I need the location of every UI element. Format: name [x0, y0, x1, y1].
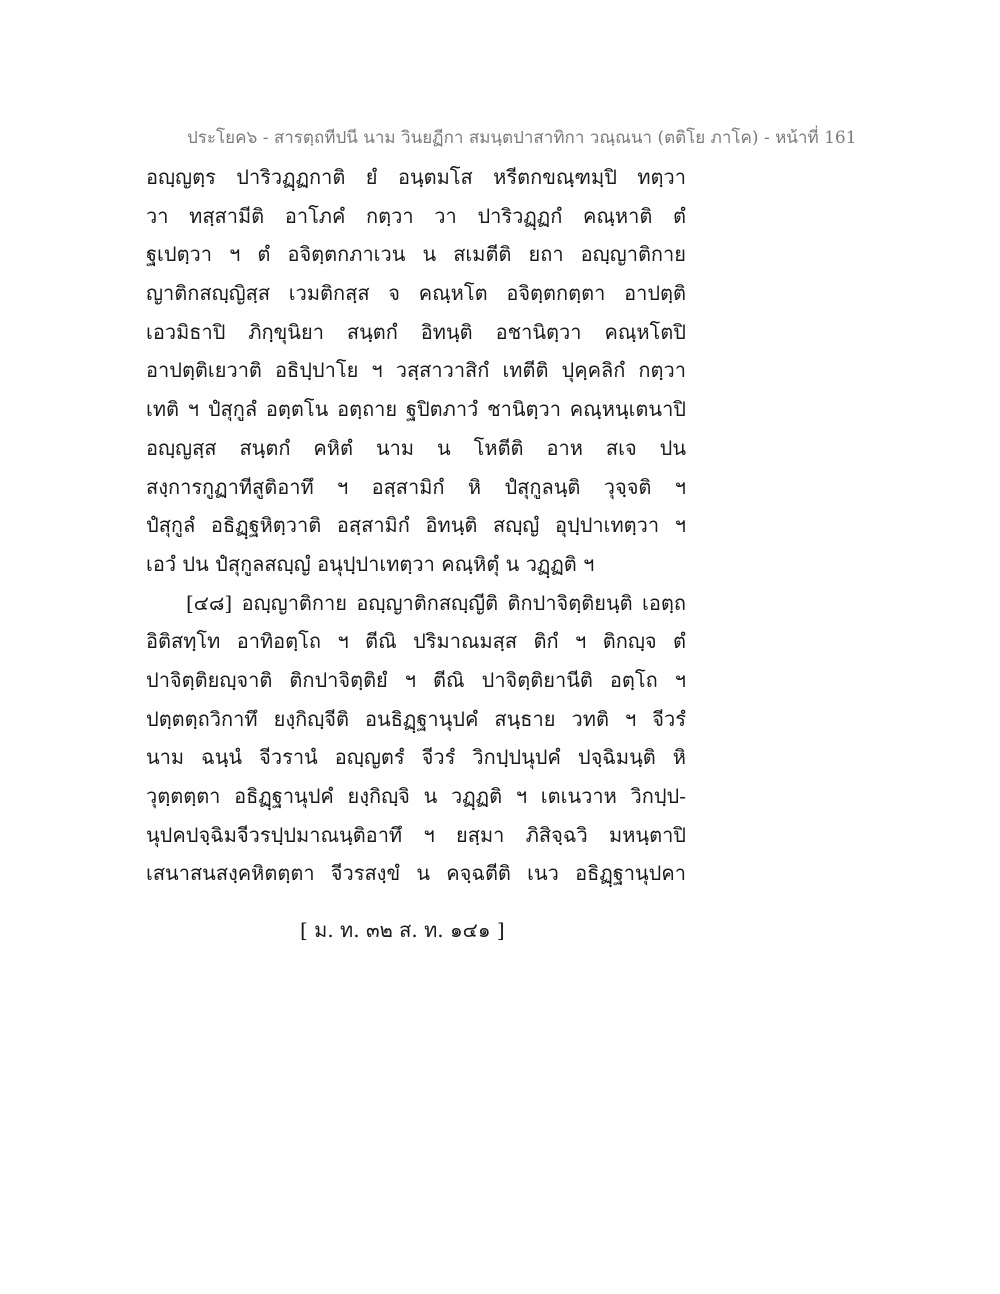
text-line: นาม ฉนฺนํ จีวรานํ อญฺญตรํ จีวรํ วิกปฺปนุปคํ ปจฺฉิมนฺติ หิ: [146, 745, 686, 770]
page-reference: [ ม. ท. ๓๒ ส. ท. ๑๔๑ ]: [300, 918, 505, 942]
text-line: เสนาสนสงฺคหิตตฺตา จีวรสงฺขํ น คจฺฉตีติ เนว อธิฏฺฐานุปคา: [146, 861, 686, 886]
paragraph-end-line: เอวํ ปน ปํสุกูลสญฺญํ อนุปฺปาเทตฺวา คณฺหิตุํ น วฏฺฏติ ฯ: [146, 551, 595, 576]
running-header: ประโยค๖ - สารตฺถทีปนี นาม วินยฏีกา สมนฺตปาสาทิกา วณฺณนา (ตติโย ภาโค) - หน้าที่ 161: [187, 128, 857, 148]
text-line: วุตฺตตฺตา อธิฏฺฐานุปคํ ยงฺกิญฺจิ น วฏฺฏติ ฯ เตเนวาห วิกปฺป-: [146, 784, 686, 808]
text-line: เทติ ฯ ปํสุกูลํ อตฺตโน อตฺถาย ฐปิตภาวํ ชานิตฺวา คณฺหนฺเตนาปิ: [146, 397, 686, 422]
text-line: อญฺญสฺส สนฺตกํ คหิตํ นาม น โหตีติ อาห สเจ ปน: [146, 435, 686, 460]
text-line: อาปตฺติเยวาติ อธิปฺปาโย ฯ วสฺสาวาสิกํ เทตีติ ปุคฺคลิกํ กตฺวา: [146, 358, 686, 383]
text-line: สงฺการกูฏาทีสูติอาทึ ฯ อสฺสามิกํ หิ ปํสุกูลนฺติ วุจฺจติ ฯ: [146, 474, 686, 499]
text-line: อญฺญตฺร ปาริวฏฺฏกาติ ยํ อนฺตมโส หรีตกขณฺฑมฺปิ ทตฺวา: [146, 165, 686, 189]
text-line: ปาจิตฺติยญฺจาติ ติกปาจิตฺติยํ ฯ ตีณิ ปาจิตฺติยานีติ อตฺโถ ฯ: [146, 667, 686, 692]
paragraph-start-line: [๔๘] อญฺญาติกาย อญฺญาติกสญฺญีติ ติกปาจิตฺติยนฺติ เอตฺถ: [186, 590, 686, 615]
text-line: อิติสทฺโท อาทิอตฺโถ ฯ ตีณิ ปริมาณมสฺส ติกํ ฯ ติกญฺจ ตํ: [146, 629, 686, 654]
text-line: นุปคปจฺฉิมจีวรปฺปมาณนฺติอาทึ ฯ ยสฺมา ภิสิจฺฉวิ มหนฺตาปิ: [146, 822, 686, 847]
text-line: ฐเปตฺวา ฯ ตํ อจิตฺตกภาเวน น สเมตีติ ยถา อญฺญาติกาย: [146, 242, 686, 267]
text-line: ปํสุกูลํ อธิฏฺฐหิตฺวาติ อสฺสามิกํ อิทนฺติ สญฺญํ อุปฺปาเทตฺวา ฯ: [146, 513, 686, 538]
text-line: ปตฺตตฺถวิกาทึ ยงฺกิญฺจีติ อนธิฏฺฐานุปคํ สนฺธาย วทติ ฯ จีวรํ: [146, 706, 686, 731]
text-line: ญาติกสญฺญิสฺส เวมติกสฺส จ คณฺหโต อจิตฺตกตฺตา อาปตฺติ: [146, 281, 686, 306]
body-text: [146, 158, 686, 893]
text-line: เอวมิธาปิ ภิกฺขุนิยา สนฺตกํ อิทนฺติ อชานิตฺวา คณฺหโตปิ: [146, 319, 686, 344]
text-line: วา ทสฺสามีติ อาโภคํ กตฺวา วา ปาริวฏฺฏกํ คณฺหาติ ตํ: [146, 203, 686, 228]
